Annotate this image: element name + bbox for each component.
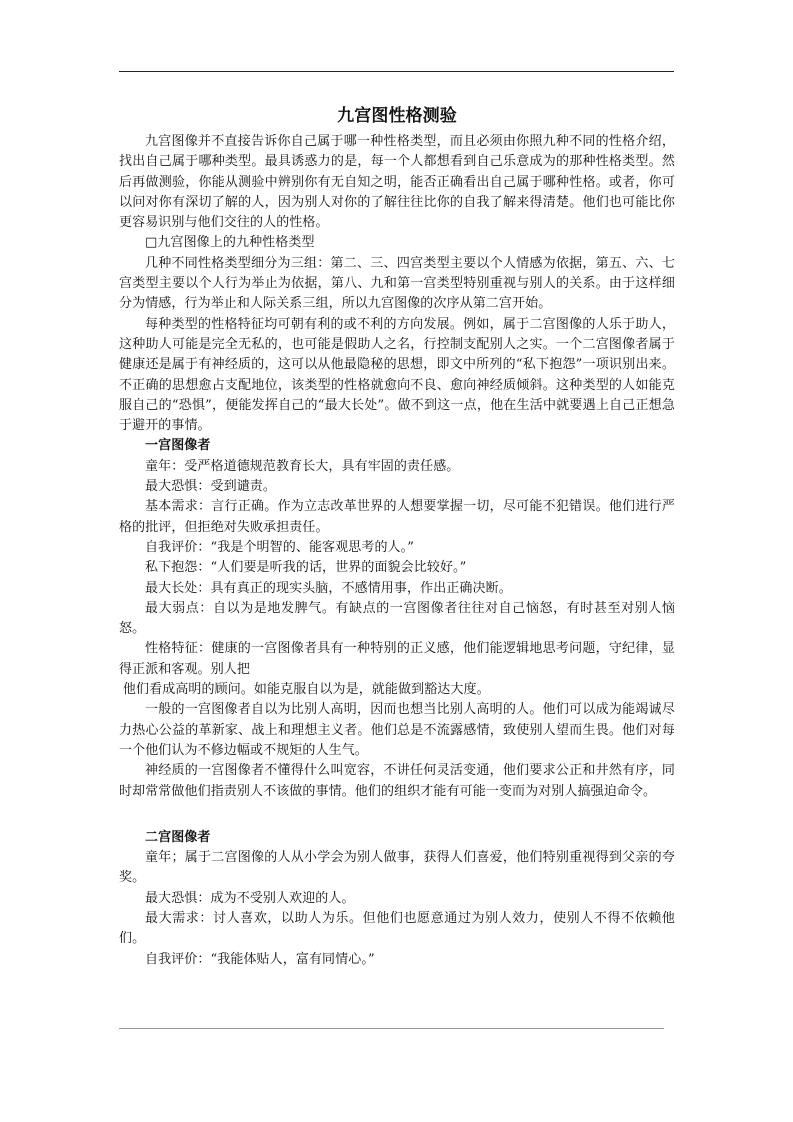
document-body — [119, 104, 675, 970]
intro-paragraph: 每种类型的性格特征均可朝有利的或不利的方向发展。例如，属于二宫图像的人乐于助人，这种助人可能是完全无私的，也可能是假助人之名，行控制支配别人之实。一个二宫图像者属于健康还是属于有神经质的，这可以从他最隐秘的思想，即文中所列的“私下抱怨”一项识别出来。不正确的思想愈占支配地位，该类型的性格就愈向不良、愈向神经质倾斜。这种类型的人如能克服自己的“恐惧”，便能发挥自己的“最大长处”。做不到这一点，他在生活中就要遇上自己正想急于避开的事情。 — [119, 316, 675, 434]
trait-item: 私下抱怨：“人们要是听我的话，世界的面貌会比较好。” — [145, 560, 467, 576]
section-heading-type-2: 二宫图像者 — [145, 829, 211, 845]
trait-item: 自我评价：“我是个明智的、能客观思考的人。” — [145, 539, 414, 555]
trait-item: 最大恐惧：受到谴责。 — [145, 479, 277, 495]
trait-item: 童年：受严格道德规范教育长大，具有牢固的责任感。 — [145, 458, 460, 474]
trait-item: 最大长处：具有真正的现实头脑，不感情用事，作出正确决断。 — [145, 580, 512, 596]
trait-item: 最大需求：讨人喜欢，以助人为乐。但他们也愿意通过为别人效力，使别人不得不依赖他们。 — [119, 910, 675, 947]
trait-item: 基本需求：言行正确。作为立志改革世界的人想要掌握一切，尽可能不犯错误。他们进行严格的批评，但拒绝对失败承担责任。 — [119, 499, 675, 535]
trait-continuation: 他们看成高明的顾问。如能克服自以为是，就能做到豁达大度。 — [122, 682, 490, 698]
footer-rule — [119, 1028, 664, 1029]
page-title: 九宫图性格测验 — [337, 106, 457, 126]
trait-item: 最大恐惧：成为不受别人欢迎的人。 — [145, 890, 355, 906]
trait-item: 性格特征：健康的一宫图像者具有一种特别的正义感，他们能逻辑地思考问题，守纪律，显得正派和客观。别人把 — [119, 641, 675, 677]
intro-paragraph: 几种不同性格类型细分为三组：第二、三、四宫类型主要以个人情感为依据，第五、六、七宫类型主要以个人行为举止为依据，第八、九和第一宫类型特别重视与别人的关系。由于这样细分为情感，行为举止和人际关系三组，所以九宫图像的次序从第二宫开始。 — [119, 255, 675, 312]
trait-item: 自我评价：“我能体贴人，富有同情心。” — [145, 951, 375, 967]
header-rule — [119, 71, 674, 72]
subheading-nine-types: □九宫图像上的九种性格类型 — [145, 235, 315, 251]
section-spacer — [119, 802, 675, 828]
body-paragraph: 一般的一宫图像者自以为比别人高明，因而也想当比别人高明的人。他们可以成为能竭诚尽力热心公益的革新家、战上和理想主义者。他们总是不流露感情，致使别人望而生畏。他们对每一个他们认为不修边幅或不规矩的人生气。 — [119, 702, 675, 758]
body-paragraph: 神经质的一宫图像者不懂得什么叫宽容，不讲任何灵活变通，他们要求公正和井然有序，同时却常常做他们指责别人不该做的事情。他们的组织才能有可能一变而为对别人搞强迫命令。 — [119, 763, 675, 799]
trait-item: 童年；属于二宫图像的人从小学会为别人做事，获得人们喜爱，他们特别重视得到父亲的夸奖。 — [119, 850, 675, 886]
intro-paragraph: 九宫图像并不直接告诉你自己属于哪一种性格类型，而且必须由你照九种不同的性格介绍，找出自己属于哪种类型。最具诱惑力的是，每一个人都想看到自己乐意成为的那种性格类型。然后再做测验，你能从测验中辨别你有无自知之明，能否正确看出自己属于哪种性格。或者，你可以问对你有深切了解的人，因为别人对你的了解往往比你的自我了解来得清楚。他们也可能比你更容易识别与他们交往的人的性格。 — [119, 134, 675, 231]
trait-item: 最大弱点：自以为是地发脾气。有缺点的一宫图像者往往对自己恼怒，有时甚至对别人恼怒。 — [119, 600, 675, 637]
section-heading-type-1: 一宫图像者 — [145, 438, 211, 454]
